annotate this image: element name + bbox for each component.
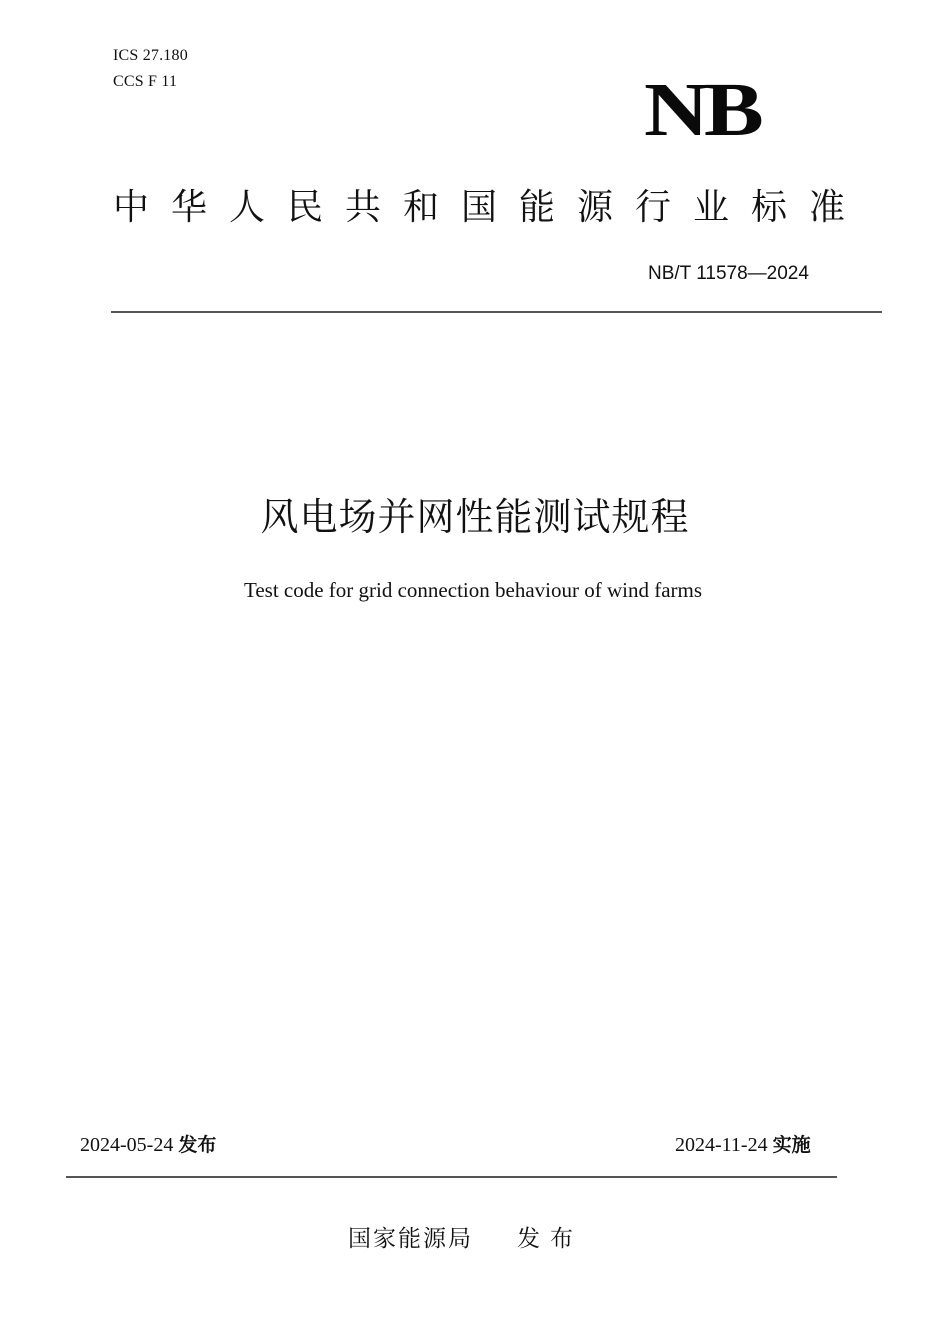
authority-action: 发布 [517, 1226, 583, 1252]
issue-date: 2024-05-24 [80, 1134, 174, 1156]
implementation-label: 实施 [772, 1134, 811, 1156]
document-title-english: Test code for grid connection behaviour of wind farms [243, 578, 703, 602]
issuing-authority [348, 1224, 583, 1254]
authority-name: 国家能源局 [348, 1226, 473, 1252]
ccs-code: CCS F 11 [113, 73, 178, 90]
document-title-chinese: 风电场并网性能测试规程 [260, 495, 690, 539]
implementation-date-block [675, 1132, 811, 1158]
standard-category-title: 中华人民共和国能源行业标准 [113, 187, 868, 228]
issue-date-block [80, 1132, 216, 1158]
top-divider [111, 311, 882, 313]
implementation-date: 2024-11-24 [675, 1134, 768, 1156]
standard-number: NB/T 11578—2024 [648, 263, 809, 284]
ics-code: ICS 27.180 [113, 47, 188, 64]
nb-logo: NB [644, 68, 760, 152]
issue-label: 发布 [178, 1134, 217, 1156]
bottom-divider [66, 1176, 837, 1178]
